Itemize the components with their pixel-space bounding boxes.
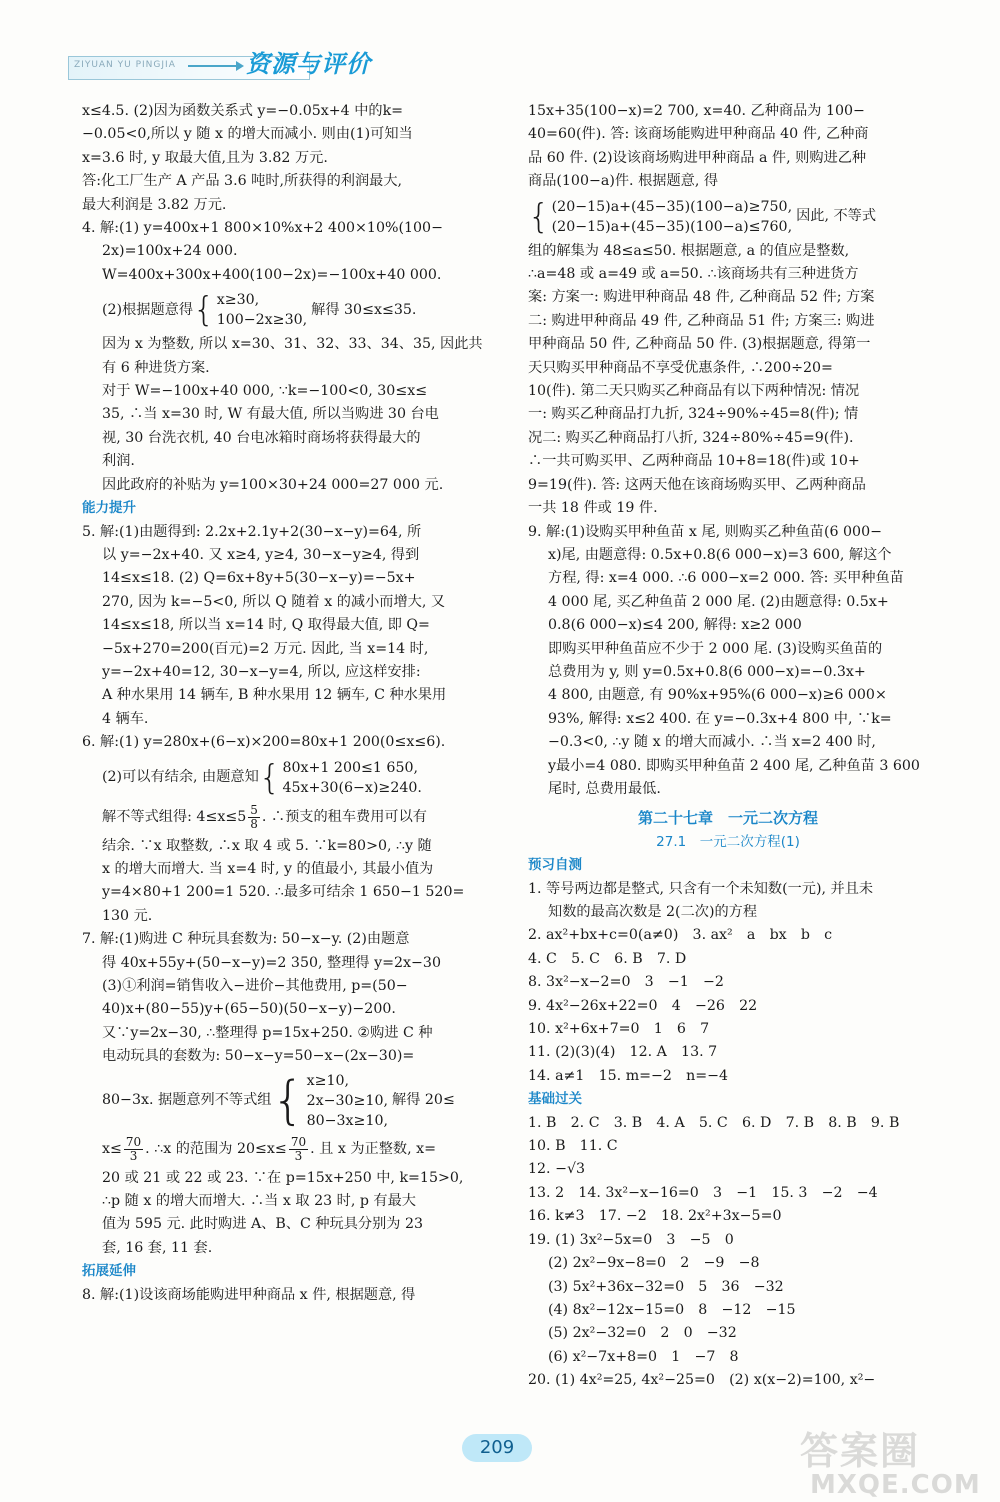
text-line: y=−2x+40=12, 30−x−y=4, 所以, 应这样安排:: [102, 663, 421, 680]
text-segment: 解得 20≤: [392, 1091, 455, 1108]
text-line: 又∵y=2x−30, ∴整理得 p=15x+250. ②购进 C 种: [102, 1024, 433, 1041]
text-line: 最大利润是 3.82 万元.: [82, 196, 227, 213]
text-line: 19. (1) 3x²−5x=0 3 −5 0: [528, 1231, 734, 1248]
inequality-system: [272, 1071, 389, 1131]
watermark: [800, 1420, 980, 1500]
text-line: 7. 解:(1)购进 C 种玩具套数为: 50−x−y. (2)由题意: [82, 931, 410, 948]
text-line: 35, ∴当 x=30 时, W 有最大值, 所以当购进 30 台电: [102, 406, 439, 423]
fraction-line: [82, 1133, 492, 1167]
text-line: 40=60(件). 答: 该商场能购进甲种商品 40 件, 乙种商: [528, 126, 869, 143]
text-line: 总费用为 y, 则 y=0.5x+0.8(6 000−x)=−0.3x+: [548, 663, 866, 680]
system-row: x≥10,: [306, 1072, 350, 1089]
text-line: (6) x²−7x+8=0 1 −7 8: [548, 1348, 739, 1365]
text-line: 得 40x+55y+(50−x−y)=2 350, 整理得 y=2x−30: [102, 954, 441, 971]
text-line: 2. ax²+bx+c=0(a≠0) 3. ax² a bx b c: [528, 927, 833, 944]
text-line: x≤4.5. (2)因为函数关系式 y=−0.05x+4 中的k=: [82, 103, 404, 119]
text-line: 知数的最高次数是 2(二次)的方程: [548, 904, 758, 920]
text-line: 14≤x≤18, 所以当 x=14 时, Q 取得最大值, 即 Q=: [102, 617, 430, 634]
text-line: 4. C 5. C 6. B 7. D: [528, 950, 687, 967]
text-line: 130 元.: [102, 907, 153, 924]
text-segment: (2)可以有结余, 由题意知: [102, 768, 259, 785]
text-segment: . 且 x 为正整数, x=: [310, 1140, 436, 1157]
system-row: 100−2x≥30,: [216, 312, 308, 329]
text-line: 套, 16 套, 11 套.: [102, 1239, 213, 1256]
text-segment: (2)根据题意得: [102, 301, 194, 318]
text-line: 0.8(6 000−x)≤4 200, 解得: x≥2 000: [548, 617, 802, 634]
text-line: 2x)=100x+24 000.: [102, 243, 238, 260]
text-segment: x≤: [102, 1140, 122, 1157]
text-line: 20. (1) 4x²=25, 4x²−25=0 (2) x(x−2)=100, x²−: [528, 1372, 876, 1389]
inequality-system: [259, 758, 422, 798]
system-row: x≥30,: [216, 292, 260, 309]
text-segment: 80−3x. 据题意列不等式组: [102, 1091, 272, 1108]
fraction: [124, 1136, 143, 1163]
watermark-line: MXQE.COM: [810, 1470, 981, 1500]
text-line: 对于 W=−100x+40 000, ∵k=−100<0, 30≤x≤: [102, 383, 428, 400]
system-row: 80−3x≥10,: [306, 1112, 389, 1129]
text-line: 4 000 尾, 买乙种鱼苗 2 000 尾. (2)由题意得: 0.5x+: [548, 593, 889, 610]
text-line: x 的增大而增大. 当 x=4 时, y 的值最小, 其最小值为: [102, 860, 434, 877]
text-line: −0.05<0,所以 y 随 x 的增大而减小. 则由(1)可知当: [82, 126, 413, 143]
equation-system-line: [82, 1069, 492, 1133]
text-line: 品 60 件. (2)设该商场购进甲种商品 a 件, 则购进乙种: [528, 149, 867, 166]
section-heading: 基础过关: [528, 1091, 582, 1108]
text-line: x=3.6 时, y 取最大值,且为 3.82 万元.: [82, 149, 328, 166]
right-column: [528, 100, 928, 1393]
text-line: 9=19(件). 答: 这两天他在该商场购买甲、乙两种商品: [528, 476, 866, 493]
text-line: y=4×80+1 200=1 520. ∴最多可结余 1 650−1 520=: [102, 884, 465, 901]
fraction-numerator: 5: [250, 803, 258, 818]
text-line: 13. 2 14. 3x²−x−16=0 3 −1 15. 3 −2 −4: [528, 1184, 878, 1201]
system-row: 2x−30≥10,: [306, 1092, 389, 1109]
section-heading: 拓展延伸: [82, 1263, 136, 1280]
text-line: (2) 2x²−9x−8=0 2 −9 −8: [548, 1255, 760, 1272]
brace-icon: {: [258, 757, 281, 798]
arrow-icon: [188, 65, 238, 67]
text-line: 甲种商品 50 件, 乙种商品 50 件. (3)根据题意, 得第一: [528, 336, 871, 353]
text-line: −0.3<0, ∴y 随 x 的增大而减小. ∴当 x=2 400 时,: [548, 734, 876, 751]
page-number: 209: [462, 1434, 532, 1462]
text-line: 8. 3x²−x−2=0 3 −1 −2: [528, 974, 724, 991]
brace-icon: {: [193, 290, 215, 331]
fraction-numerator: 70: [125, 1135, 142, 1150]
text-segment: 解得 30≤x≤35.: [311, 301, 417, 318]
text-line: 11. (2)(3)(4) 12. A 13. 7: [528, 1044, 718, 1061]
text-line: 一共 18 件或 19 件.: [528, 500, 658, 517]
equation-system-line: [528, 194, 928, 240]
text-line: 结余. ∵x 取整数, ∴x 取 4 或 5. ∵k=80>0, ∴y 随: [102, 837, 432, 854]
text-line: 14≤x≤18. (2) Q=6x+8y+5(30−x−y)=−5x+: [102, 570, 416, 587]
text-line: 视, 30 台洗衣机, 40 台电冰箱时商场将获得最大的: [102, 429, 421, 446]
text-line: 值为 595 元. 此时购进 A、B、C 种玩具分别为 23: [102, 1216, 424, 1233]
text-line: 因此政府的补贴为 y=100×30+24 000=27 000 元.: [102, 476, 444, 493]
text-line: 以 y=−2x+40. 又 x≥4, y≥4, 30−x−y≥4, 得到: [102, 546, 420, 563]
text-line: 8. 解:(1)设该商场能购进甲种商品 x 件, 根据题意, 得: [82, 1286, 416, 1303]
text-line: 方程, 得: x=4 000. ∴6 000−x=2 000. 答: 买甲种鱼苗: [548, 570, 904, 587]
brace-icon: {: [271, 1070, 305, 1131]
text-line: 二: 购进甲种商品 49 件, 乙种商品 51 件; 方案三: 购进: [528, 312, 875, 329]
fraction-numerator: 70: [290, 1135, 307, 1150]
text-line: (5) 2x²−32=0 2 0 −32: [548, 1325, 737, 1342]
text-line: 93%, 解得: x≤2 400. 在 y=−0.3x+4 800 中, ∵k=: [548, 710, 892, 727]
text-line: 答:化工厂生产 A 产品 3.6 吨时,所获得的利润最大,: [82, 173, 403, 190]
text-line: 20 或 21 或 22 或 23. ∵在 p=15x+250 中, k=15>0,: [102, 1169, 464, 1186]
section-title: 27.1 一元二次方程(1): [656, 833, 800, 850]
text-line: 270, 因为 k=−5<0, 所以 Q 随着 x 的减小而增大, 又: [102, 593, 446, 610]
system-row: (20−15)a+(45−35)(100−a)≥750,: [551, 198, 793, 215]
fraction-line: [82, 801, 492, 835]
text-line: (4) 8x²−12x−15=0 8 −12 −15: [548, 1301, 796, 1318]
left-column: [82, 100, 492, 1307]
text-line: 12. −√3: [528, 1161, 586, 1178]
equation-system-line: [82, 287, 492, 333]
inequality-system: [528, 197, 792, 237]
text-line: ∴a=48 或 a=49 或 a=50. ∴该商场共有三种进货方: [528, 266, 859, 283]
text-line: W=400x+300x+400(100−2x)=−100x+40 000.: [102, 266, 442, 283]
text-line: (3) 5x²+36x−32=0 5 36 −32: [548, 1278, 784, 1295]
text-line: 9. 解:(1)设购买甲种鱼苗 x 尾, 则购买乙种鱼苗(6 000−: [528, 523, 883, 540]
text-line: 6. 解:(1) y=280x+(6−x)×200=80x+1 200(0≤x≤6).: [82, 734, 446, 751]
text-line: (3)①利润=销售收入−进价−其他费用, p=(50−: [102, 978, 408, 994]
system-row: 80x+1 200≤1 650,: [282, 759, 419, 776]
fraction-denominator: 3: [129, 1149, 138, 1164]
text-line: 40)x+(80−55)y+(65−50)(50−x−y)−200.: [102, 1001, 396, 1018]
text-line: 即购买甲种鱼苗应不少于 2 000 尾. (3)设购买鱼苗的: [548, 640, 883, 657]
text-line: 15x+35(100−x)=2 700, x=40. 乙种商品为 100−: [528, 103, 865, 119]
text-line: 10(件). 第二天只购买乙种商品有以下两种情况: 情况: [528, 383, 860, 400]
header-title: 资源与评价: [246, 50, 371, 78]
equation-system-line: [82, 755, 492, 801]
header-banner: [68, 40, 488, 80]
fraction-denominator: 3: [294, 1149, 303, 1164]
text-line: A 种水果用 14 辆车, B 种水果用 12 辆车, C 种水果用: [102, 687, 447, 704]
text-line: 况二: 购买乙种商品打八折, 324÷80%÷45=9(件).: [528, 429, 854, 446]
chapter-title: 第二十七章 一元二次方程: [637, 809, 818, 828]
text-line: 电动玩具的套数为: 50−x−y=50−x−(2x−30)=: [102, 1048, 415, 1065]
text-segment: . ∴预支的租车费用可以有: [261, 808, 427, 825]
text-line: 利润.: [102, 453, 135, 470]
section-heading: 能力提升: [82, 500, 136, 517]
text-line: 一: 购买乙种商品打九折, 324÷90%÷45=8(件); 情: [528, 406, 859, 423]
text-line: 组的解集为 48≤a≤50. 根据题意, a 的值应是整数,: [528, 242, 850, 259]
text-line: 商品(100−a)件. 根据题意, 得: [528, 173, 719, 190]
fraction: [289, 1136, 308, 1163]
fraction: [248, 804, 260, 831]
system-row: (20−15)a+(45−35)(100−a)≤760,: [551, 218, 793, 235]
brace-icon: {: [528, 196, 550, 237]
text-line: 案: 方案一: 购进甲种商品 48 件, 乙种商品 52 件; 方案: [528, 289, 875, 306]
text-line: 4 辆车.: [102, 710, 149, 727]
text-line: 10. B 11. C: [528, 1138, 618, 1155]
text-line: 有 6 种进货方案.: [102, 359, 210, 376]
text-line: 14. a≠1 15. m=−2 n=−4: [528, 1067, 729, 1084]
text-line: 1. 等号两边都是整式, 只含有一个未知数(一元), 并且未: [528, 880, 874, 897]
section-heading: 预习自测: [528, 857, 582, 874]
text-segment: 因此, 不等式: [796, 207, 877, 224]
text-line: 天只购买甲种商品不享受优惠条件, ∴200÷20=: [528, 359, 833, 376]
text-line: 尾时, 总费用最低.: [548, 780, 661, 797]
text-segment: 解不等式组得: 4≤x≤5: [102, 808, 247, 825]
watermark-line: 答案圈: [800, 1429, 921, 1473]
text-line: 4 800, 由题意, 有 90%x+95%(6 000−x)≥6 000×: [548, 687, 887, 704]
text-line: ∴p 随 x 的增大而增大. ∴当 x 取 23 时, p 有最大: [102, 1193, 416, 1210]
system-row: 45x+30(6−x)≥240.: [282, 779, 422, 796]
text-segment: . ∴x 的范围为 20≤x≤: [145, 1140, 287, 1157]
text-line: ∴一共可购买甲、乙两种商品 10+8=18(件)或 10+: [528, 453, 860, 470]
fraction-denominator: 8: [250, 817, 258, 832]
text-line: y最小=4 080. 即购买甲种鱼苗 2 400 尾, 乙种鱼苗 3 600: [548, 757, 920, 774]
text-line: 10. x²+6x+7=0 1 6 7: [528, 1021, 710, 1038]
text-line: 因为 x 为整数, 所以 x=30、31、32、33、34、35, 因此共: [102, 336, 483, 353]
text-line: 1. B 2. C 3. B 4. A 5. C 6. D 7. B 8. B 9. B: [528, 1114, 900, 1131]
text-line: x)尾, 由题意得: 0.5x+0.8(6 000−x)=3 600, 解这个: [548, 546, 892, 563]
header-english: ZIYUAN YU PINGJIA: [74, 60, 176, 70]
inequality-system: [193, 290, 307, 330]
text-line: 5. 解:(1)由题得到: 2.2x+2.1y+2(30−x−y)=64, 所: [82, 523, 422, 540]
text-line: −5x+270=200(百元)=2 万元. 因此, 当 x=14 时,: [102, 640, 429, 657]
text-line: 9. 4x²−26x+22=0 4 −26 22: [528, 997, 758, 1014]
text-line: 16. k≠3 17. −2 18. 2x²+3x−5=0: [528, 1208, 782, 1225]
text-line: 4. 解:(1) y=400x+1 800×10%x+2 400×10%(100−: [82, 220, 443, 237]
